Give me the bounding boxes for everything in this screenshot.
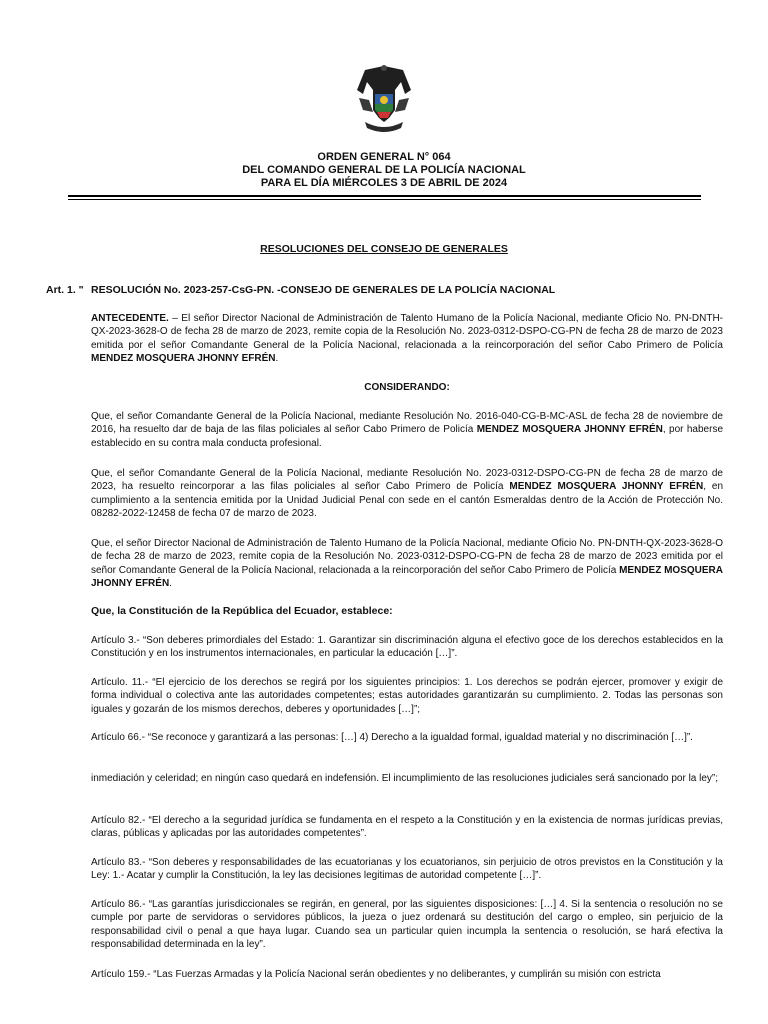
section-title: RESOLUCIONES DEL CONSEJO DE GENERALES	[260, 243, 508, 255]
inmediacion-text: inmediación y celeridad; en ningún caso quedará en indefensión. El incumplimiento de las resoluciones judiciales será sancionado por la ley”;	[91, 773, 719, 784]
paragraph-3: Que, el señor Director Nacional de Administración de Talento Humano de la Policía Nacional, mediante Oficio No. PN-DNTH-QX-2023-3628-O de fecha 28 de marzo de 2023, remite copia de la Resolución No. 2023-0312-DSPO-CG-PN de fecha 28 de marzo de 2023 emitida por el señor Comandante General de la Policía Nacional, relacionada a la reincorporación del señor Cabo Primero de Policía MENDEZ MOSQUERA JHONNY EFRÉN.	[91, 538, 723, 589]
police-emblem-icon	[355, 60, 413, 138]
person-name: MENDEZ MOSQUERA JHONNY EFRÉN	[91, 352, 276, 364]
article-number: Art. 1. "	[46, 284, 84, 296]
article-title: RESOLUCIÓN No. 2023-257-CsG-PN. -CONSEJO DE GENERALES DE LA POLICÍA NACIONAL	[91, 284, 556, 296]
article-82-text: Artículo 82.- “El derecho a la seguridad jurídica se fundamenta en el respeto a la Constitución y en la existencia de normas jurídicas previas, claras, públicas y aplicadas por las autoridades competentes”.	[91, 815, 723, 840]
order-date: PARA EL DÍA MIÉRCOLES 3 DE ABRIL DE 2024	[260, 177, 508, 189]
article-86-text: Artículo 86.- “Las garantías jurisdiccionales se regirán, en general, por las siguientes disposiciones: […] 4. Si la sentencia o resolución no se cumple por parte de servidoras o servidores públicos, la jueza o juez ordenará su destitución del cargo o empleo, sin perjuicio de la responsabilidad civil o penal a que haya lugar. Cuando sea un particular quien incumpla la sentencia o resolución, se hará efectiva la responsabilidad determinada en la ley”.	[91, 899, 723, 950]
article-11-text: Artículo. 11.- “El ejercicio de los derechos se regirá por los siguientes principios: 1. Los derechos se podrán ejercer, promover y exigir de forma individual o colectiva ante las autoridades competentes; estas autoridades garantizarán su cumplimiento. 2. Todas las personas son iguales y gozarán de los mismos derechos, deberes y oportunidades […]”;	[91, 677, 723, 715]
considerando-heading: CONSIDERANDO:	[364, 382, 450, 393]
article-3-text: Artículo 3.- “Son deberes primordiales del Estado: 1. Garantizar sin discriminación alguna el efectivo goce de los derechos establecidos en la Constitución y en los instrumentos internacionales, en particular la educación […]”.	[91, 635, 723, 660]
article-66-text: Artículo 66.- “Se reconoce y garantizará a las personas: […] 4) Derecho a la igualdad formal, igualdad material y no discriminación […]”.	[91, 732, 693, 743]
person-name: MENDEZ MOSQUERA JHONNY EFRÉN	[509, 481, 704, 493]
order-issuer: DEL COMANDO GENERAL DE LA POLICÍA NACIONAL	[242, 164, 526, 176]
order-number: ORDEN GENERAL N° 064	[317, 151, 451, 163]
paragraph-2: Que, el señor Comandante General de la Policía Nacional, mediante Resolución No. 2023-0312-DSPO-CG-PN de fecha 28 de marzo de 2023, ha resuelto reincorporar a las filas policiales al señor Cabo Primero de Policía MENDEZ MOSQUERA JHONNY EFRÉN, en cumplimiento a la sentencia emitida por la Unidad Judicial Penal con sede en el cantón Esmeraldas dentro de la Acción de Protección No. 08282-2022-12458 de fecha 07 de marzo de 2023.	[91, 468, 724, 519]
article-heading	[46, 284, 555, 296]
antecedente-label: ANTECEDENTE.	[91, 313, 169, 324]
antecedente-paragraph: ANTECEDENTE. – El señor Director Nacional de Administración de Talento Humano de la Policía Nacional, mediante Oficio No. PN-DNTH-QX-2023-3628-O de fecha 28 de marzo de 2023, remite copia de la Resolución No. 2023-0312-DSPO-CG-PN de fecha 28 de marzo de 2023 emitida por el señor Comandante General de la Policía Nacional, relacionada a la reincorporación del señor Cabo Primero de Policía MENDEZ MOSQUERA JHONNY EFRÉN.	[91, 313, 723, 364]
paragraph-1: Que, el señor Comandante General de la Policía Nacional, mediante Resolución No. 2016-040-CG-B-MC-ASL de fecha 28 de noviembre de 2016, ha resuelto dar de baja de las filas policiales al señor Cabo Primero de Policía MENDEZ MOSQUERA JHONNY EFRÉN, por haberse establecido en su contra mala conducta profesional.	[91, 411, 724, 449]
person-name: MENDEZ MOSQUERA JHONNY EFRÉN	[476, 424, 663, 436]
header-rule-top	[68, 195, 701, 197]
header-rule-bottom	[68, 199, 701, 200]
person-name: MENDEZ MOSQUERA JHONNY EFRÉN	[91, 564, 723, 589]
constitution-heading: Que, la Constitución de la República del Ecuador, establece:	[91, 605, 393, 617]
article-83-text: Artículo 83.- “Son deberes y responsabilidades de las ecuatorianas y los ecuatorianos, sin perjuicio de otros previstos en la Constitución y la Ley: 1.- Acatar y cumplir la Constitución, la ley las decisiones legitimas de autoridad competente […]”.	[91, 857, 723, 882]
article-159-text: Artículo 159.- “Las Fuerzas Armadas y la Policía Nacional serán obedientes y no deliberantes, y cumplirán su misión con estricta	[91, 969, 661, 980]
